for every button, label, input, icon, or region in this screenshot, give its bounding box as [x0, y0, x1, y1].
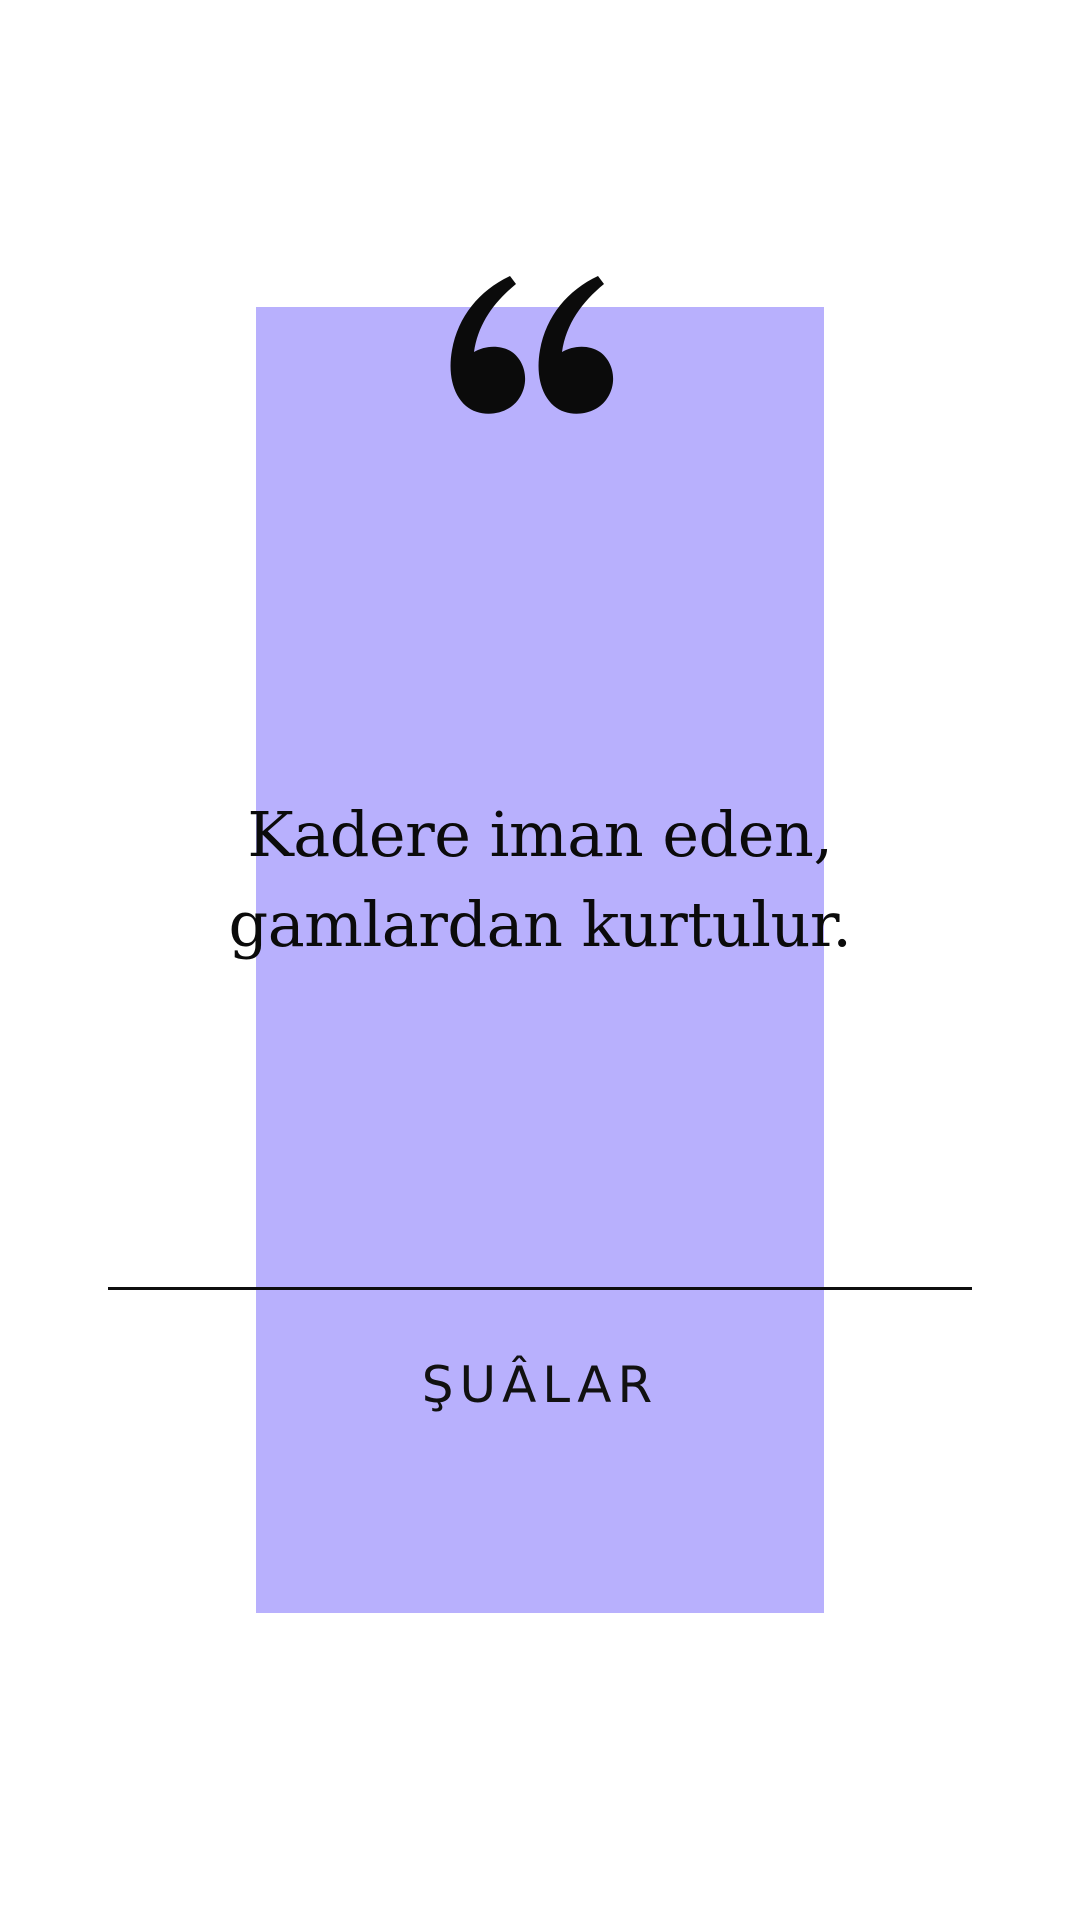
open-quote-icon — [440, 268, 640, 418]
quote-line-1: Kadere iman eden, — [247, 798, 833, 871]
divider-line — [108, 1287, 972, 1290]
quote-line-2: gamlardan kurtulur. — [228, 888, 852, 961]
quote-text — [90, 790, 990, 970]
quote-source: ŞUÂLAR — [421, 1356, 659, 1414]
